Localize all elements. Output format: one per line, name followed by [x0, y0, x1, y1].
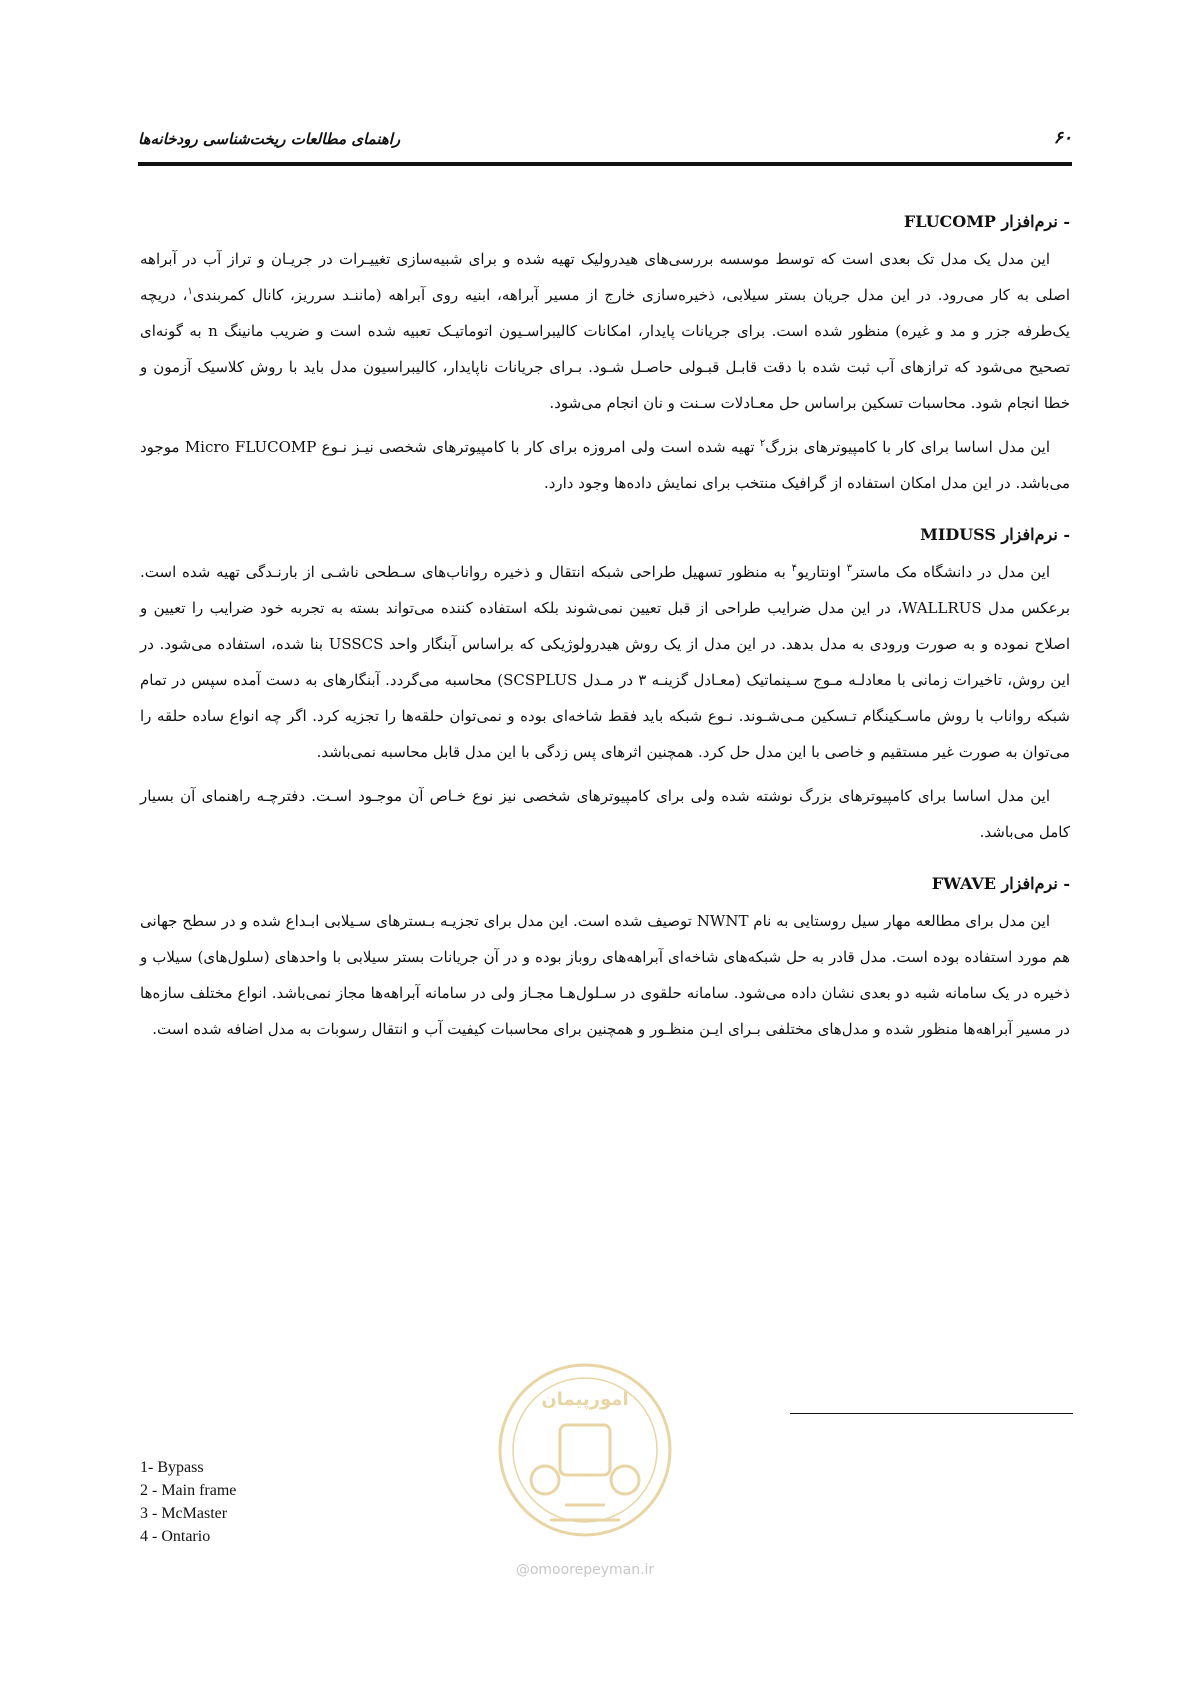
- section-flucomp: [140, 208, 1070, 501]
- footnote-ref: ۲: [759, 438, 766, 449]
- watermark-logo-text: امورپیمان: [541, 1389, 629, 1410]
- footnote: 4 - Ontario: [140, 1528, 211, 1545]
- running-title: راهنمای مطالعات ریخت‌شناسی رودخانه‌ها: [138, 130, 401, 148]
- page-number: ۶۰: [1053, 128, 1072, 148]
- paragraph: این مدل اساسا برای کار با کامپیوترهای بزرگ$^۲$ تهیه شده است ولی امروزه برای کار با کامپیوترهای شخصی نیـز نـوع Micro FLUCOMP موجود می‌باشد. در این مدل امکان استفاده از گرافیک منتخب برای نمایش داده‌ها وجود دارد.: [140, 438, 1070, 492]
- section-fwave: [140, 870, 1070, 1047]
- page-header: [138, 118, 1072, 166]
- footnote-separator: [790, 1413, 1073, 1414]
- paragraph: این مدل در دانشگاه مک ماستر$^۳$ اونتاریو$^۴$ به منظور تسهیل طراحی شبکه انتقال و ذخیره رواناب‌های سـطحی ناشـی از بارنـدگی تهیه شده است. برعکس مدل WALLRUS، در این مدل ضرایب طراحی از قبل تعیین نمی‌شوند بلکه استفاده کننده می‌تواند بسته به تجربه خود ضرایب را تعیین و اصلاح نموده و به صورت ورودی به مدل بدهد. در این مدل از یک روش هیدرولوژیکی که براساس آبنگار واحد USSCS بنا شده، استفاده می‌شود. در این روش، تاخیرات زمانی با معادلـه مـوج سـینماتیک (معـادل گزینـه ۳ در مـدل SCSPLUS) محاسبه می‌گردد. آبنگارهای به دست آمده سپس در تمام شبکه رواناب با روش ماسـکینگام تـسکین مـی‌شـوند. نـوع شبکه باید فقط شاخه‌ای بوده و نمی‌توان حلقه‌ها را تجزیه کرد. اگر چه انواع ساده حلقه را می‌توان به صورت غیر مستقیم و خاصی با این مدل حل کرد. همچنین اثرهای پس زدگی با این مدل قابل محاسبه نمی‌باشد.: [140, 563, 1071, 761]
- paragraph: این مدل یک مدل تک بعدی است که توسط موسسه بررسی‌های هیدرولیک تهیه شده و برای شبیه‌سازی تغییـرات در جریـان و تراز آب در آبراهه اصلی به کار می‌رود. در این مدل جریان بستر سیلابی، ذخیره‌سازی خارج از مسیر آبراهه، ابنیه روی آبراهه (ماننـد سرریز، کانال کمربندی$^۱$، دریچه یک‌طرفه جزر و مد و غیره) منظور شده است. برای جریانات پایدار، امکانات کالیبراسـیون اتوماتیـک تعبیه شده است و ضریب مانینگ n به گونه‌ای تصحیح می‌شود که ترازهای آب ثبت شده با دقت قابـل قبـولی حاصـل شـود. بـرای جریانات ناپایدار، کالیبراسیون مدل باید با روش کلاسیک آزمون و خطا انجام شود. محاسبات تسکین براساس حل معـادلات سـنت و نان انجام می‌شود.: [140, 250, 1070, 412]
- section-heading: - نرم‌افزار FLUCOMP: [903, 212, 1070, 231]
- paragraph: این مدل اساسا برای کامپیوترهای بزرگ نوشته شده ولی برای کامپیوترهای شخصی نیز نوع خـاص آن موجـود اسـت. دفترچـه راهنمای آن بسیار کامل می‌باشد.: [140, 787, 1070, 841]
- header-rule: [138, 162, 1072, 166]
- footnote: 2 - Main frame: [140, 1482, 237, 1499]
- watermark-url: @omoorepeyman.ir: [515, 1562, 655, 1578]
- footnote: 1- Bypass: [140, 1459, 204, 1476]
- section-heading: - نرم‌افزار FWAVE: [931, 874, 1070, 893]
- footnotes: [140, 1456, 236, 1548]
- paragraph: این مدل برای مطالعه مهار سیل روستایی به نام NWNT توصیف شده است. این مدل برای تجزیـه بـسترهای سـیلابی ابـداع شده و در سطح جهانی هم مورد استفاده بوده است. مدل قادر به حل شبکه‌های شاخه‌ای آبراهه‌های روباز بوده و در آن جریانات بستر سیلابی با واحدهای (سلول‌های) سیلاب و ذخیره در یک سامانه شبه دو بعدی نشان داده می‌شود. سامانه حلقوی در سـلول‌هـا مجـاز ولی در سامانه آبراهه‌ها مجاز نمی‌باشد. انواع مختلف سازه‌ها در مسیر آبراهه‌ها منظور شده و مدل‌های مختلفی بـرای ایـن منظـور و همچنین برای محاسبات کیفیت آب و انتقال رسوبات به مدل اضافه شده است.: [140, 912, 1070, 1038]
- page-body: [140, 208, 1070, 1067]
- section-heading: - نرم‌افزار MIDUSS: [920, 525, 1070, 544]
- footnote: 3 - McMaster: [140, 1505, 228, 1522]
- section-miduss: [140, 521, 1070, 850]
- footnote-ref: ۴: [791, 563, 797, 574]
- footnote-ref: ۳: [846, 563, 852, 574]
- watermark-logo: [490, 1330, 680, 1600]
- footnote-ref: ۱: [187, 286, 193, 297]
